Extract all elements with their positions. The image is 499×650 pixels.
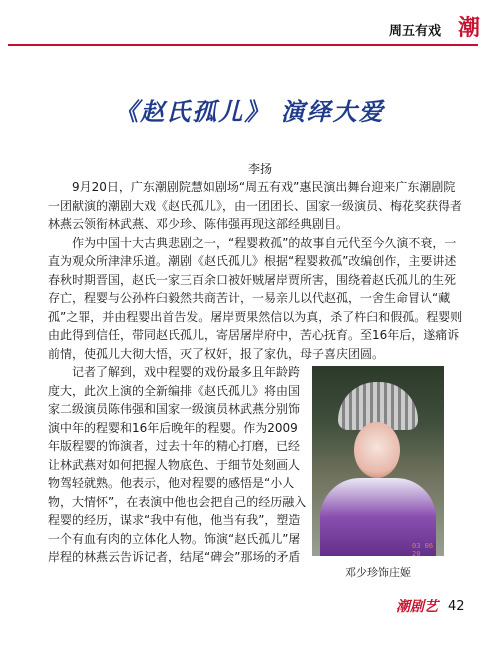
photo-date-stamp: 03 06 20: [412, 542, 434, 556]
article-title: 《赵氏孤儿》 演绎大爱: [114, 97, 385, 126]
article-author: 李扬: [247, 162, 272, 176]
header-divider: [8, 44, 478, 46]
column-name: 周五有戏: [388, 24, 441, 39]
page-number: 42: [448, 599, 465, 614]
photo-caption: 邓少珍饰庄姬: [345, 566, 411, 579]
article-paragraph: 9月20日，广东潮剧院慧如剧场“周五有戏”惠民演出舞台迎来广东潮剧院一团献演的潮剧大戏《赵氏孤儿》，由一团团长、国家一级演员、梅花奖获得者林燕云领衔林武燕、邓少珍、陈伟强再现这部经典剧目。: [48, 180, 463, 231]
magazine-logo: 潮剧艺: [396, 599, 438, 615]
face-shape: [354, 422, 400, 478]
article-paragraph: 作为中国十大古典悲剧之一，“程婴救孤”的故事自元代至今久演不衰，一直为观众所津津乐道。潮剧《赵氏孤儿》根据“程婴救孤”改编创作，主要讲述春秋时期晋国，赵氏一家三百余口被奸贼屠岸贾所害，围绕着赵氏孤儿的生死存亡，程婴与公孙杵臼毅然共商苦计，一易亲儿以代赵孤，一舍生命冒认“藏孤”之罪，并由程婴出首告发。屠岸贾果然信以为真，杀了杵臼和假孤。程婴则由此得到信任，带同赵氏孤儿，寄居屠岸府中，苦心抚育。至16年后，遂痛诉前情，使孤儿大彻大悟，灭了权奸，报了家仇，母子喜庆团圆。: [48, 235, 463, 361]
performer-photo: [312, 366, 444, 556]
article-paragraph-wrapped: 记者了解到，戏中程婴的戏份最多且年龄跨度大，此次上演的全新编排《赵氏孤儿》将由国家二级演员陈伟强和国家一级演员林武燕分别饰演中年的程婴和16年后晚年的程婴。作为2009年版程婴的饰演者，过去十年的精心打磨，已经让林武燕对如何把握人物底色、于细节处刻画人物驾轻就熟。他表示，他对程婴的感悟是“小人物，大情怀”，在表演中他也会把自己的经历融入程婴的经历，谋求“我中有他，他当有我”，塑造一个有血有肉的立体化人物。饰演“赵氏孤儿”屠岸程的林燕云告诉记者，结尾“碑会”那场的矛盾: [48, 365, 307, 564]
seal-icon: 潮: [457, 15, 480, 41]
